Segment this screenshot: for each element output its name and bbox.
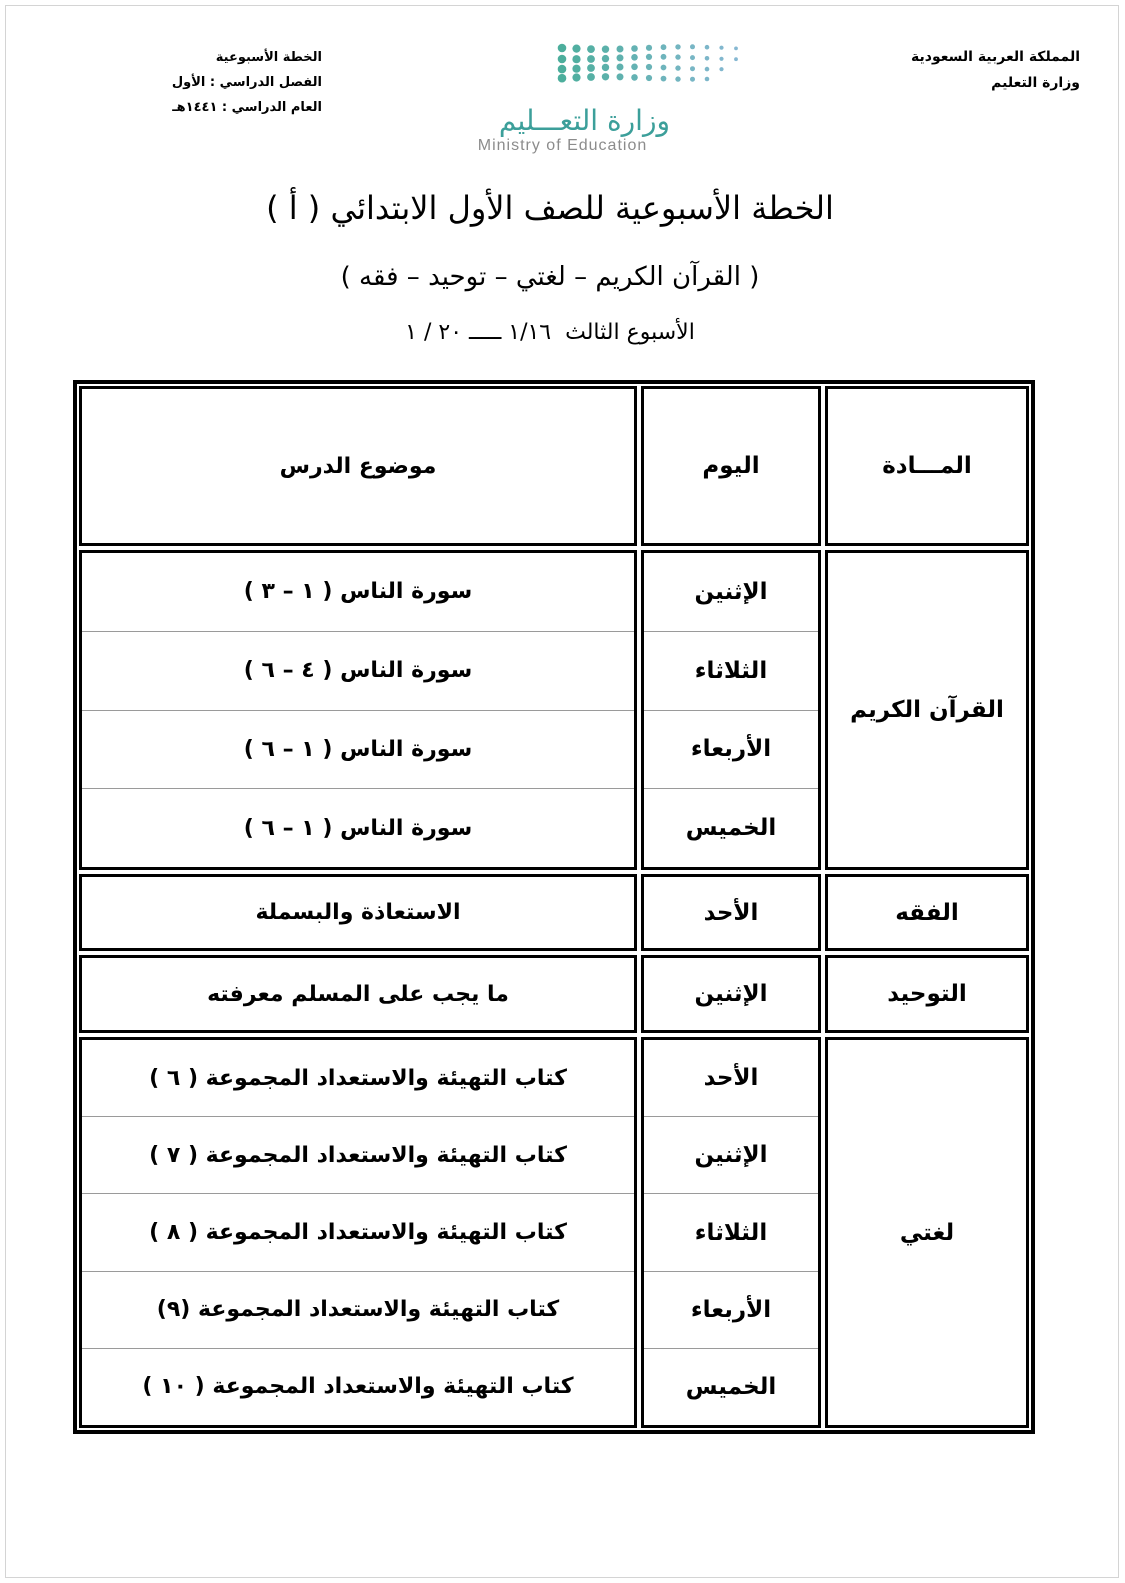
logo-dot: [675, 76, 680, 81]
day-cell: [644, 1272, 818, 1349]
logo-dot: [661, 44, 667, 50]
logo-dot: [675, 54, 680, 59]
ministry-logo-dots: [555, 40, 750, 86]
subject-label: الفقه: [895, 899, 959, 926]
topic-cell: [82, 1117, 634, 1194]
logo-dot: [602, 55, 609, 62]
day-column: [641, 1037, 821, 1428]
logo-dot: [617, 73, 624, 80]
week-range: الأسبوع الثالث ١/١٦ ـــــ ٢٠ / ١: [405, 320, 695, 345]
topic-label: سورة الناس ( ٤ – ٦ ): [243, 658, 473, 684]
column-header-day: [641, 386, 821, 546]
logo-dot: [646, 45, 652, 51]
logo-dot: [675, 65, 680, 70]
day-label: الثلاثاء: [694, 657, 768, 684]
logo-dot: [602, 64, 609, 71]
topic-label: سورة الناس ( ١ – ٦ ): [243, 736, 473, 762]
logo-dot: [646, 75, 652, 81]
day-cell: [644, 789, 818, 867]
subject-label: التوحيد: [887, 981, 967, 1007]
logo-dot: [646, 64, 652, 70]
logo-dot: [572, 73, 580, 81]
page-title: الخطة الأسبوعية للصف الأول الابتدائي ( أ ): [266, 189, 834, 227]
subject-cell: [825, 1037, 1029, 1428]
day-cell: [644, 1117, 818, 1194]
topic-label: سورة الناس ( ١ – ٦ ): [243, 815, 473, 841]
subject-cell: [825, 955, 1029, 1033]
day-cell: [644, 958, 818, 1030]
day-cell: [644, 1194, 818, 1271]
logo-dot: [646, 54, 652, 60]
logo-dot: [661, 76, 667, 82]
logo-dot: [690, 44, 695, 49]
column-header-day-label: اليوم: [702, 453, 760, 479]
column-header-subject: [825, 386, 1029, 546]
subject-label: القرآن الكريم: [850, 697, 1004, 723]
kingdom-label: المملكة العربية السعودية: [911, 49, 1080, 65]
day-cell: [644, 1349, 818, 1425]
logo-dot: [572, 55, 580, 63]
weekly-plan-table: [73, 380, 1035, 1434]
subject-label: لغتي: [899, 1219, 955, 1246]
logo-dot: [572, 65, 580, 73]
logo-dot: [661, 54, 667, 60]
topic-cell: [82, 1194, 634, 1271]
day-label: الأحد: [703, 899, 759, 926]
day-label: الإثنين: [694, 1142, 768, 1169]
logo-dot: [558, 65, 567, 74]
logo-dot: [705, 45, 710, 50]
topic-label: سورة الناس ( ١ – ٣ ): [243, 579, 473, 605]
topic-column: [79, 550, 637, 870]
logo-dot: [617, 54, 624, 61]
topic-label: ما يجب على المسلم معرفته: [207, 981, 509, 1007]
logo-dot: [705, 67, 710, 72]
page-subtitle: ( القرآن الكريم – لغتي – توحيد – فقه ): [340, 262, 760, 292]
day-column: [641, 955, 821, 1033]
logo-dot: [690, 55, 695, 60]
topic-column: [79, 1037, 637, 1428]
topic-column: [79, 955, 637, 1033]
year-label: العام الدراسي : ١٤٤١هـ: [172, 100, 322, 115]
day-cell: [644, 877, 818, 948]
topic-cell: [82, 958, 634, 1030]
column-header-subject-label: المـــادة: [882, 453, 972, 479]
logo-dot: [690, 66, 695, 71]
logo-dot: [587, 64, 595, 72]
logo-dot: [719, 67, 723, 71]
day-label: الخميس: [685, 1373, 777, 1400]
topic-cell: [82, 877, 634, 948]
logo-dot: [602, 46, 609, 53]
day-label: الأربعاء: [690, 1296, 772, 1323]
logo-dot: [631, 74, 638, 81]
logo-dot: [602, 73, 609, 80]
logo-dot: [587, 55, 595, 63]
day-label: الأربعاء: [690, 736, 772, 763]
topic-label: كتاب التهيئة والاستعداد المجموعة ( ٦ ): [149, 1065, 567, 1091]
header-left-block: [172, 45, 322, 120]
topic-cell: [82, 1040, 634, 1117]
logo-dot: [572, 45, 580, 53]
day-column: [641, 874, 821, 951]
day-cell: [644, 711, 818, 790]
topic-label: كتاب التهيئة والاستعداد المجموعة ( ١٠ ): [142, 1374, 574, 1400]
subject-group-quran: [79, 550, 1029, 870]
subject-group-lughati: [79, 1037, 1029, 1428]
day-cell: [644, 632, 818, 711]
column-header-topic-label: موضوع الدرس: [279, 453, 437, 479]
logo-dot: [631, 45, 638, 52]
day-label: الخميس: [685, 815, 777, 842]
topic-cell: [82, 711, 634, 790]
column-header-topic: [79, 386, 637, 546]
subject-cell: [825, 550, 1029, 870]
topic-cell: [82, 789, 634, 867]
logo-dot: [587, 73, 595, 81]
logo-dot: [734, 47, 738, 51]
semester-label: الفصل الدراسي : الأول: [171, 75, 322, 90]
day-label: الإثنين: [694, 578, 768, 605]
logo-dot: [558, 44, 567, 53]
topic-label: كتاب التهيئة والاستعداد المجموعة ( ٨ ): [149, 1220, 567, 1245]
day-cell: [644, 553, 818, 632]
subject-cell: [825, 874, 1029, 951]
logo-dot: [705, 77, 710, 82]
day-label: الأحد: [703, 1065, 759, 1092]
logo-dot: [558, 55, 567, 64]
day-cell: [644, 1040, 818, 1117]
logo-dot: [719, 57, 723, 61]
topic-cell: [82, 553, 634, 632]
ministry-label: وزارة التعليم: [991, 75, 1080, 91]
logo-dot: [705, 56, 710, 61]
topic-label: الاستعاذة والبسملة: [255, 900, 461, 925]
logo-dot: [690, 77, 695, 82]
logo-dot: [558, 74, 567, 83]
topic-cell: [82, 1349, 634, 1425]
topic-label: كتاب التهيئة والاستعداد المجموعة (٩): [156, 1297, 560, 1323]
table-header-row: [79, 386, 1029, 546]
plan-label: الخطة الأسبوعية: [215, 50, 322, 65]
ministry-logo-arabic-text: وزارة التعـــليم: [498, 104, 670, 137]
logo-dot: [631, 64, 638, 71]
subject-group-tawheed: [79, 955, 1029, 1033]
subject-group-fiqh: [79, 874, 1029, 951]
logo-dot: [734, 57, 738, 61]
logo-dot: [719, 46, 723, 50]
header-right-block: [911, 44, 1080, 96]
logo-dot: [675, 44, 680, 49]
logo-dot: [661, 65, 667, 71]
ministry-logo-english-text: Ministry of Education: [477, 137, 648, 154]
topic-cell: [82, 1272, 634, 1349]
topic-label: كتاب التهيئة والاستعداد المجموعة ( ٧ ): [149, 1142, 567, 1168]
logo-dot: [631, 54, 638, 61]
day-label: الإثنين: [694, 981, 768, 1007]
day-label: الثلاثاء: [694, 1219, 768, 1246]
topic-cell: [82, 632, 634, 711]
logo-dot: [617, 46, 624, 53]
logo-dot: [617, 64, 624, 71]
topic-column: [79, 874, 637, 951]
day-column: [641, 550, 821, 870]
logo-dot: [587, 45, 595, 53]
